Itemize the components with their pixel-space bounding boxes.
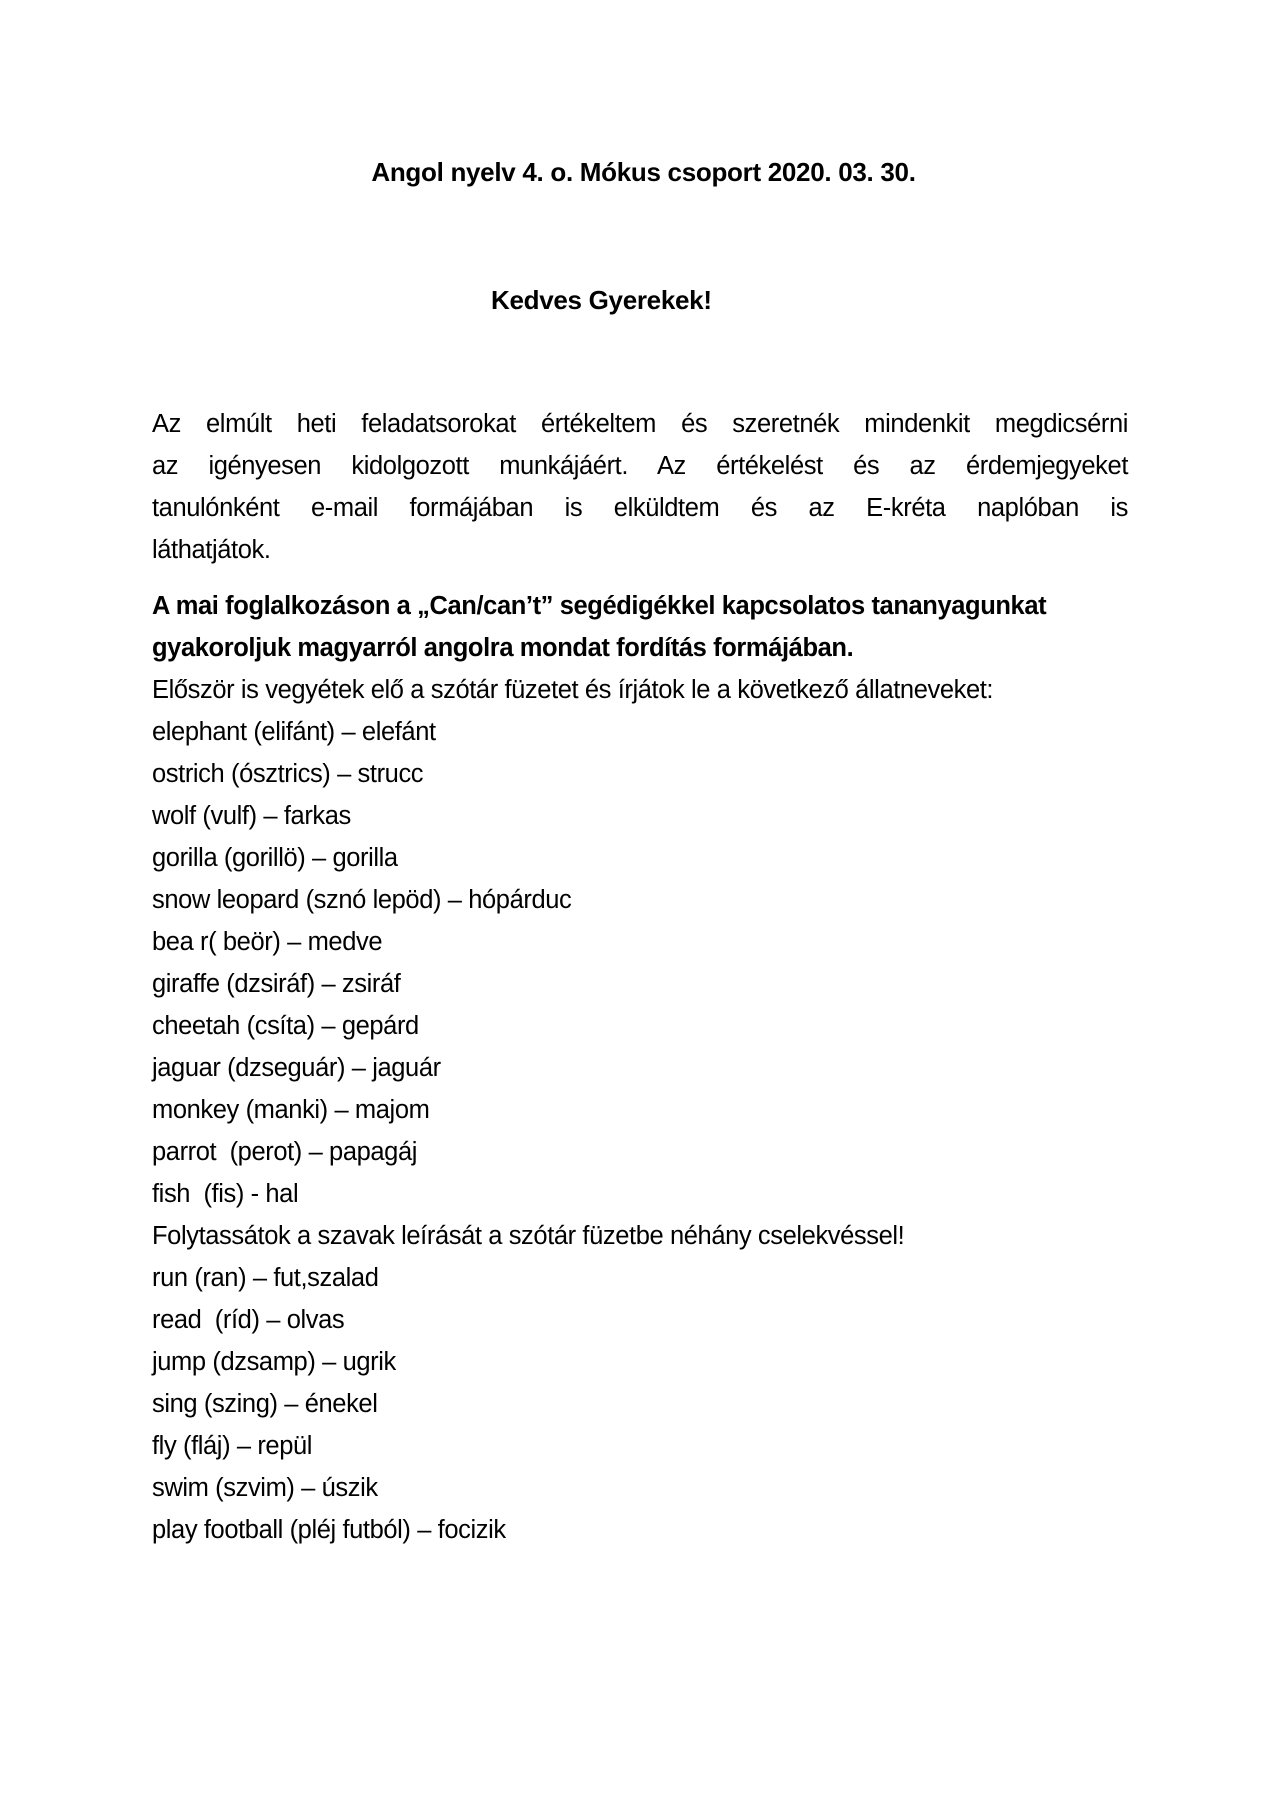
- vocabulary-item: fly (fláj) – repül: [152, 1432, 313, 1460]
- vocabulary-item: sing (szing) – énekel: [152, 1390, 378, 1418]
- vocabulary-item: wolf (vulf) – farkas: [152, 802, 351, 830]
- vocabulary-item: monkey (manki) – majom: [152, 1096, 430, 1124]
- animals-instruction: Először is vegyétek elő a szótár füzetet és írjátok le a következő állatneveket:: [152, 676, 994, 704]
- vocabulary-item: jump (dzsamp) – ugrik: [152, 1348, 396, 1376]
- document-title: Angol nyelv 4. o. Mókus csoport 2020. 03. 30.: [371, 157, 916, 187]
- vocabulary-item: run (ran) – fut,szalad: [152, 1264, 379, 1292]
- document-body: [152, 403, 1128, 1551]
- vocabulary-item: gorilla (gorillö) – gorilla: [152, 844, 398, 872]
- greeting-heading: Kedves Gyerekek!: [491, 285, 712, 315]
- vocabulary-item: cheetah (csíta) – gepárd: [152, 1012, 419, 1040]
- task-line: A mai foglalkozáson a „Can/can’t” segédigékkel kapcsolatos tananyagunkat: [152, 592, 1047, 620]
- intro-paragraph: [152, 403, 1128, 571]
- action-vocabulary-list: [152, 1257, 1128, 1551]
- vocabulary-item: bea r( beör) – medve: [152, 928, 383, 956]
- vocabulary-item: jaguar (dzseguár) – jaguár: [152, 1054, 441, 1082]
- task-paragraph: [152, 585, 1128, 669]
- intro-line: Az elmúlt heti feladatsorokat értékeltem és szeretnék mindenkit megdicsérni: [152, 410, 1128, 438]
- vocabulary-item: giraffe (dzsiráf) – zsiráf: [152, 970, 401, 998]
- task-line: gyakoroljuk magyarról angolra mondat fordítás formájában.: [152, 634, 854, 662]
- vocabulary-item: fish (fis) - hal: [152, 1180, 299, 1208]
- actions-instruction: Folytassátok a szavak leírását a szótár füzetbe néhány cselekvéssel!: [152, 1222, 905, 1250]
- vocabulary-item: read (ríd) – olvas: [152, 1306, 345, 1334]
- vocabulary-item: parrot (perot) – papagáj: [152, 1138, 417, 1166]
- vocabulary-item: swim (szvim) – úszik: [152, 1474, 378, 1502]
- intro-line: láthatjátok.: [152, 536, 271, 564]
- vocabulary-item: play football (pléj futból) – focizik: [152, 1516, 506, 1544]
- vocabulary-item: ostrich (ósztrics) – strucc: [152, 760, 424, 788]
- animal-vocabulary-list: [152, 711, 1128, 1215]
- vocabulary-item: snow leopard (sznó lepöd) – hópárduc: [152, 886, 572, 914]
- intro-line: tanulónként e-mail formájában is elküldtem és az E-kréta naplóban is: [152, 494, 1128, 522]
- intro-line: az igényesen kidolgozott munkájáért. Az értékelést és az érdemjegyeket: [152, 452, 1128, 480]
- vocabulary-item: elephant (elifánt) – elefánt: [152, 718, 436, 746]
